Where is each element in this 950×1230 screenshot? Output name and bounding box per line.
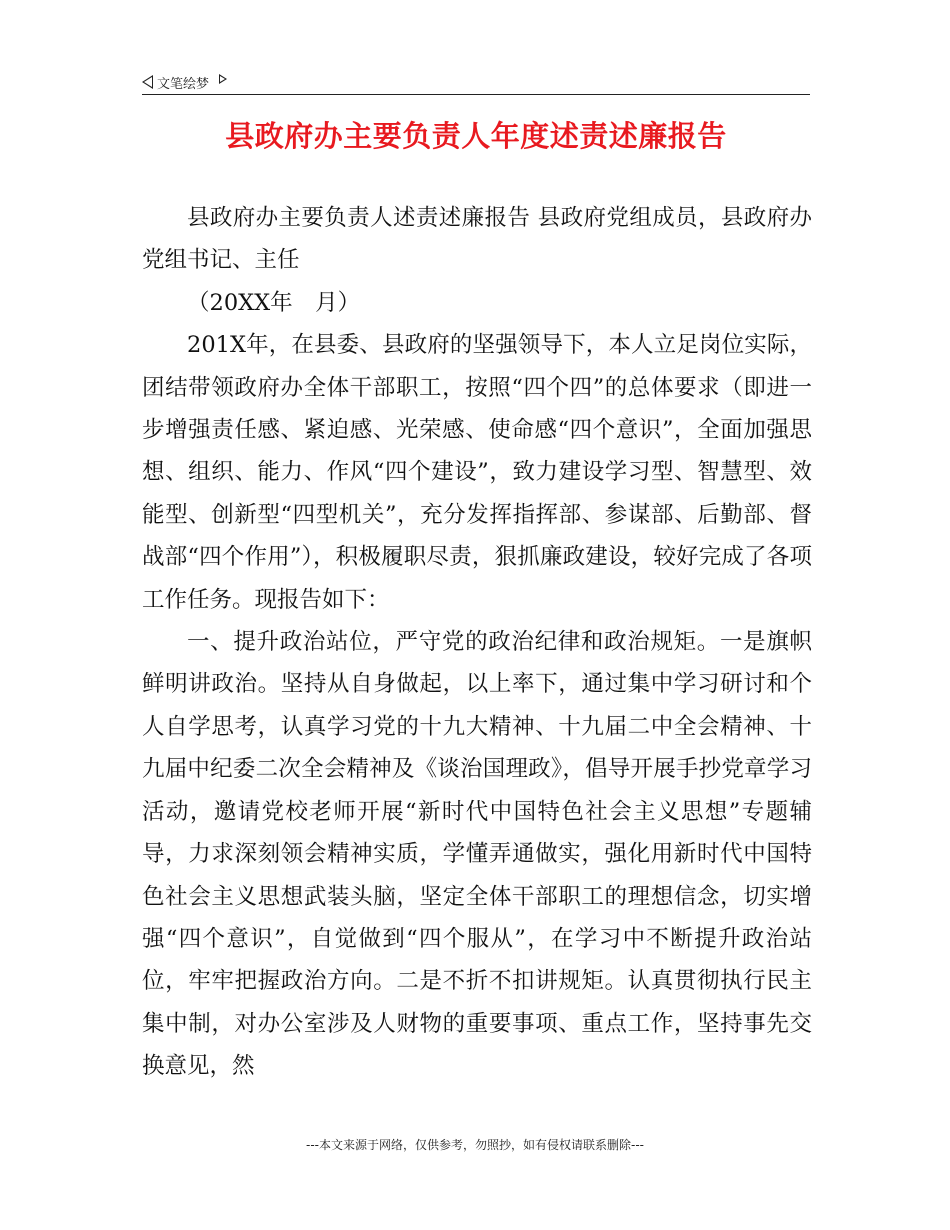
paragraph: 一、提升政治站位，严守党的政治纪律和政治规矩。一是旗帜鲜明讲政治。坚持从自身做起，以上率下，通过集中学习研讨和个人自学思考，认真学习党的十九大精神、十九届二中全会精神、十九届中纪委二次全会精神及《谈治国理政》，倡导开展手抄党章学习活动，邀请党校老师开展“新时代中国特色社会主义思想”专题辅导，力求深刻领会精神实质，学懂弄通做实，强化用新时代中国特色社会主义思想武装头脑，坚定全体干部职工的理想信念，切实增强“四个意识”，自觉做到“四个服从”，在学习中不断提升政治站位，牢牢把握政治方向。二是不折不扣讲规矩。认真贯彻执行民主集中制，对办公室涉及人财物的重要事项、重点工作，坚持事先交换意见，然 (142, 629, 812, 1080)
paragraph: （20XX年 月） (187, 289, 361, 316)
page-header (142, 70, 810, 95)
left-triangle-icon (142, 75, 153, 89)
right-triangle-icon (219, 74, 227, 84)
paragraph: 县政府办主要负责人述责述廉报告 县政府党组成员，县政府办党组书记、主任 (142, 205, 812, 274)
paragraph: 201X年，在县委、县政府的坚强领导下，本人立足岗位实际，团结带领政府办全体干部职工，按照“四个四”的总体要求（即进一步增强责任感、紧迫感、光荣感、使命感“四个意识”，全面加强思想、组织、能力、作风“四个建设”，致力建设学习型、智慧型、效能型、创新型“四型机关”，充分发挥指挥部、参谋部、后勤部、督战部“四个作用”），积极履职尽责，狠抓廉政建设，较好完成了各项工作任务。现报告如下： (142, 332, 812, 613)
page-footer: ---本文来源于网络，仅供参考，勿照抄，如有侵权请联系删除--- (306, 1138, 644, 1152)
document-body (142, 197, 812, 1088)
document-title: 县政府办主要负责人年度述责述廉报告 (225, 119, 727, 153)
header-label: 文笔绘梦 (157, 76, 210, 92)
